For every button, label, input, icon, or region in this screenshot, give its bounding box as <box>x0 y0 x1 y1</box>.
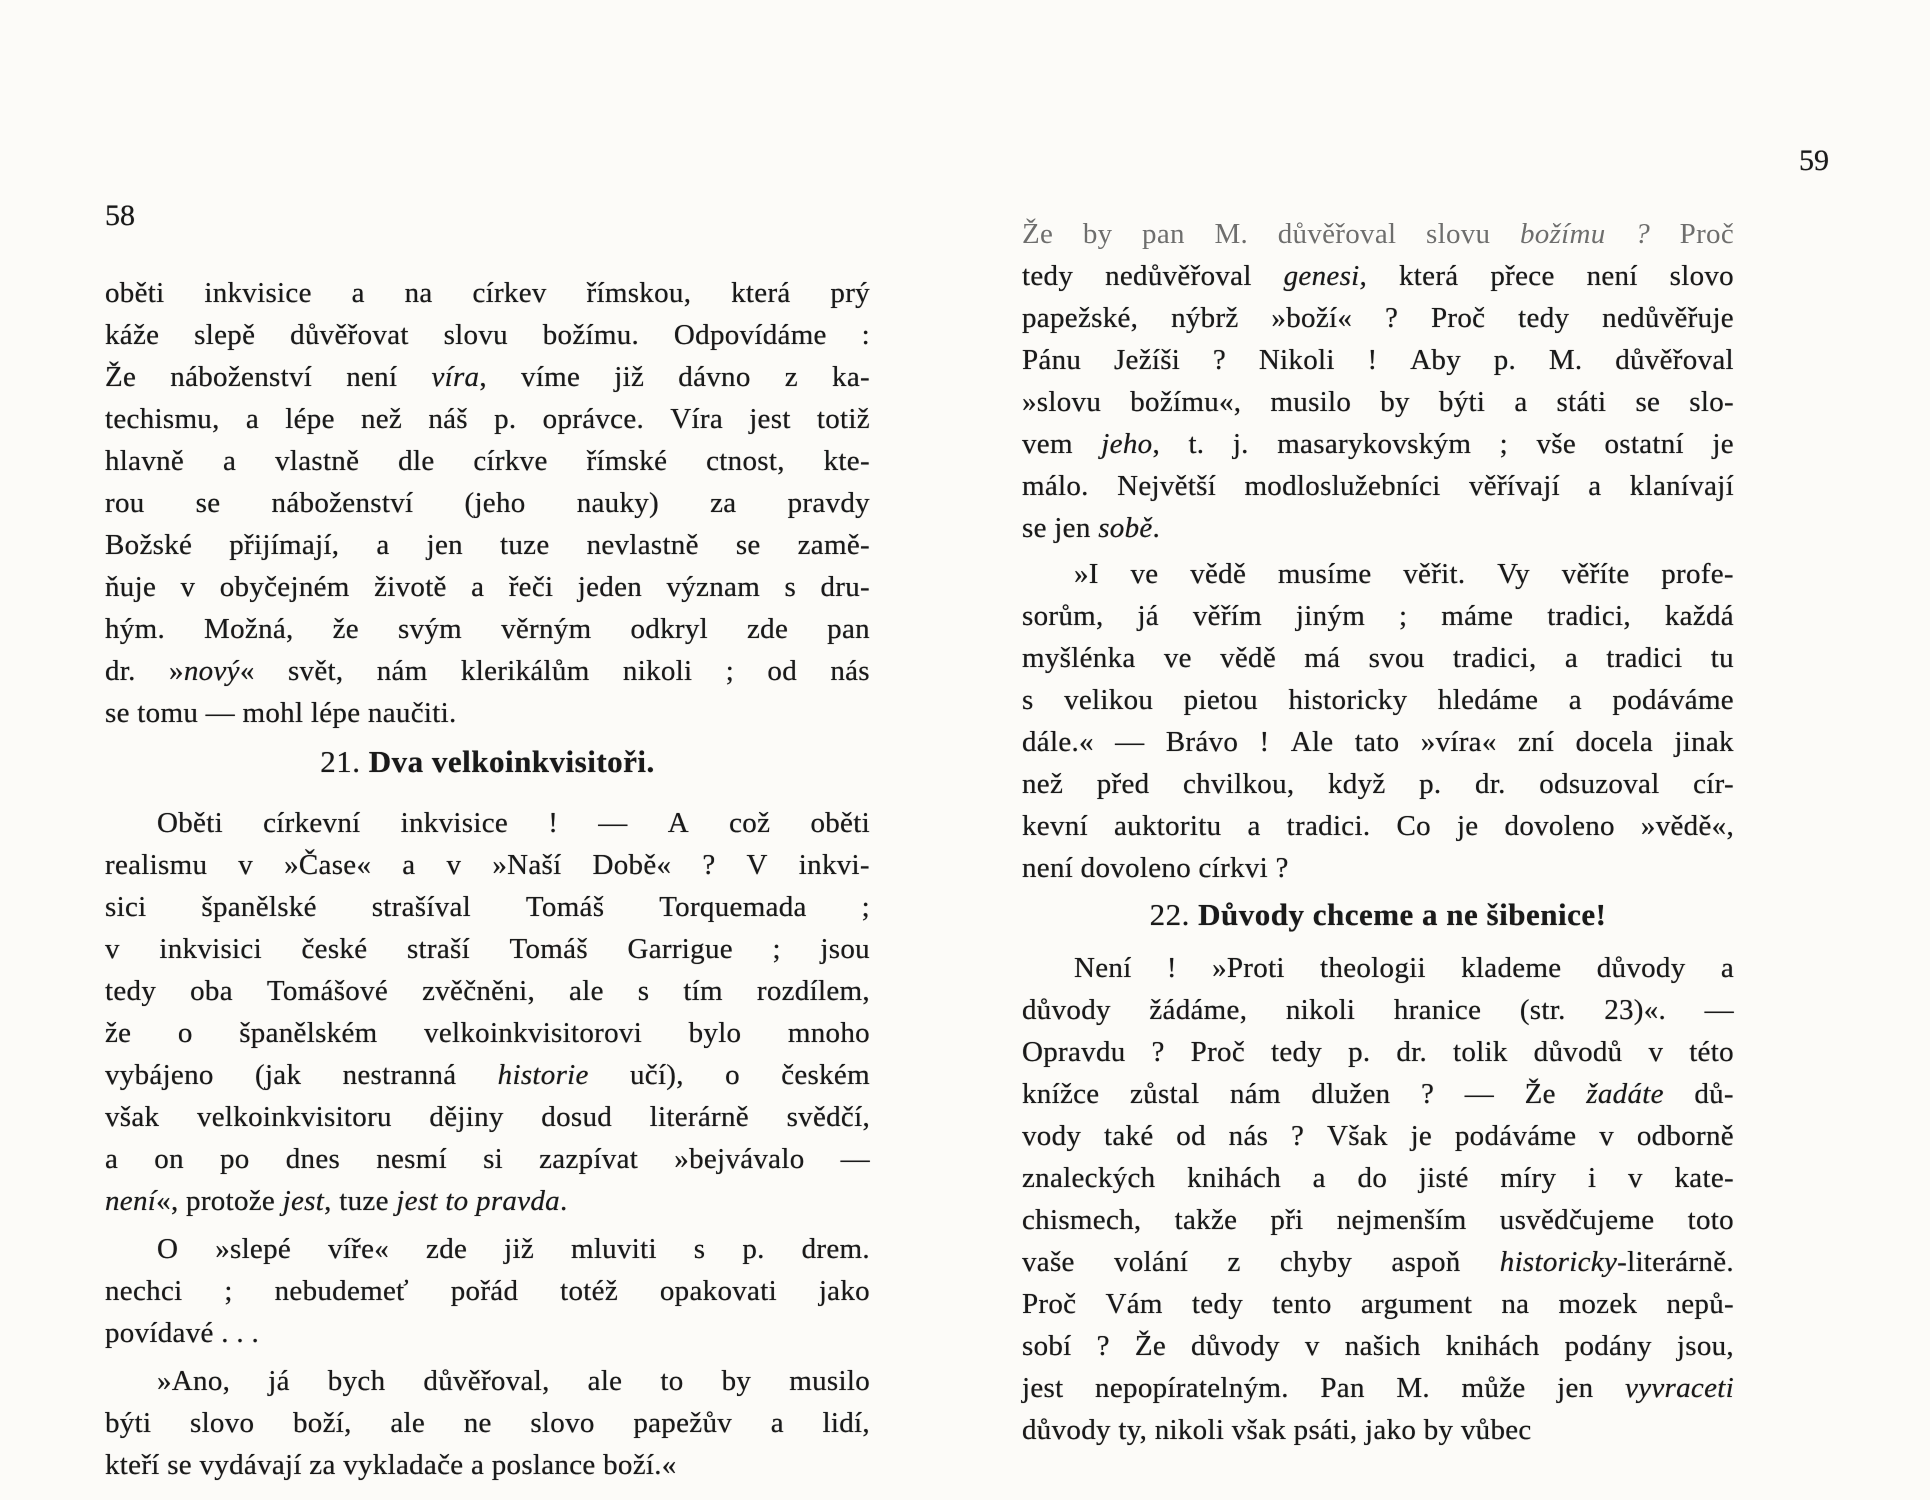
text-line: techismu, a lépe než náš p. oprávce. Víra jest totiž <box>105 403 870 435</box>
text-line: vaše volání z chyby aspoň historicky-literárně. <box>1022 1246 1734 1278</box>
text-line: »I ve vědě musíme věřit. Vy věříte profe- <box>1074 558 1734 590</box>
text-line: myšlénka ve vědě má svou tradici, a tradici tu <box>1022 642 1734 674</box>
text-line: dále.« — Brávo ! Ale tato »víra« zní docela jinak <box>1022 726 1734 758</box>
section-heading <box>1022 893 1734 937</box>
paragraph <box>105 272 870 734</box>
text-line: Opravdu ? Proč tedy p. dr. tolik důvodů v této <box>1022 1036 1734 1068</box>
text-line: důvody žádáme, nikoli hranice (str. 23)«. — <box>1022 994 1734 1026</box>
text-line: tedy oba Tomášové zvěčněni, ale s tím rozdílem, <box>105 975 870 1007</box>
text-line: vody také od nás ? Však je podáváme v odborně <box>1022 1120 1734 1152</box>
text-line: chismech, takže při nejmenším usvědčujeme toto <box>1022 1204 1734 1236</box>
section-number: 22. <box>1149 897 1199 932</box>
text-line: se jen sobě. <box>1022 512 1161 544</box>
paragraph <box>105 1228 870 1354</box>
text-line: v inkvisici české straší Tomáš Garrigue ; jsou <box>105 933 870 965</box>
paragraph <box>105 1360 870 1486</box>
text-line: sici španělské strašíval Tomáš Torquemada ; <box>105 891 870 923</box>
paragraph <box>1022 947 1734 1451</box>
page-number: 59 <box>1799 144 1829 177</box>
text-line: důvody ty, nikoli však psáti, jako by vůbec <box>1022 1414 1532 1446</box>
text-line: Oběti církevní inkvisice ! — A což oběti <box>157 807 870 839</box>
text-line: není dovoleno církvi ? <box>1022 852 1289 884</box>
text-line: papežské, nýbrž »boží« ? Proč tedy nedůvěřuje <box>1022 302 1734 334</box>
section-title: Dva velkoinkvisitoři. <box>368 744 655 779</box>
text-line: málo. Největší modloslužebníci věřívají a klanívají <box>1022 470 1734 502</box>
text-line: Že by pan M. důvěřoval slovu božímu ? Proč <box>1022 218 1734 250</box>
text-line: knížce zůstal nám dlužen ? — Že žadáte dů- <box>1022 1078 1734 1110</box>
section-heading <box>105 740 870 784</box>
text-line: než před chvilkou, když p. dr. odsuzoval cír- <box>1022 768 1734 800</box>
text-line: Pánu Ježíši ? Nikoli ! Aby p. M. důvěřoval <box>1022 344 1734 376</box>
text-line: nechci ; nebudemeť pořád totéž opakovati jako <box>105 1275 870 1307</box>
text-line: a on po dnes nesmí si zazpívat »bejvávalo — <box>105 1143 870 1175</box>
text-line: vem jeho, t. j. masarykovským ; vše ostatní je <box>1022 428 1734 460</box>
text-line: Že náboženství není víra, víme již dávno z ka- <box>105 361 870 393</box>
text-line: »slovu božímu«, musilo by býti a státi se slo- <box>1022 386 1734 418</box>
text-line: Božské přijímají, a jen tuze nevlastně se zamě- <box>105 529 870 561</box>
section-title: Důvody chceme a ne šibenice! <box>1198 897 1607 932</box>
text-line: býti slovo boží, ale ne slovo papežův a lidí, <box>105 1407 870 1439</box>
text-line: hlavně a vlastně dle církve římské ctnost, kte- <box>105 445 870 477</box>
text-line: realismu v »Čase« a v »Naší Době« ? V inkvi- <box>105 849 870 881</box>
text-line: sorům, já věřím jiným ; máme tradici, každá <box>1022 600 1734 632</box>
page-body <box>105 272 870 1486</box>
text-line: oběti inkvisice a na církev římskou, která prý <box>105 277 870 309</box>
text-line: kteří se vydávají za vykladače a poslance boží.« <box>105 1449 677 1481</box>
paragraph <box>1022 553 1734 889</box>
text-line: rou se náboženství (jeho nauky) za pravdy <box>105 487 870 519</box>
text-line: tedy nedůvěřoval genesi, která přece není slovo <box>1022 260 1734 292</box>
book-page-right <box>1022 140 1829 1451</box>
text-line: sobí ? Že důvody v našich knihách podány jsou, <box>1022 1330 1734 1362</box>
text-line: »Ano, já bych důvěřoval, ale to by musilo <box>157 1365 870 1397</box>
text-line: povídavé . . . <box>105 1317 260 1349</box>
text-line: s velikou pietou historicky hledáme a podáváme <box>1022 684 1734 716</box>
text-line: Proč Vám tedy tento argument na mozek nepů- <box>1022 1288 1734 1320</box>
section-number: 21. <box>320 744 369 779</box>
text-line: však velkoinkvisitoru dějiny dosud literárně svědčí, <box>105 1101 870 1133</box>
text-line: káže slepě důvěřovat slovu božímu. Odpovídáme : <box>105 319 870 351</box>
book-page-left <box>105 195 870 1486</box>
paragraph <box>105 802 870 1222</box>
text-line: jest nepopíratelným. Pan M. může jen vyvraceti <box>1022 1372 1734 1404</box>
page-body <box>1022 213 1734 1451</box>
page-number: 58 <box>105 199 135 232</box>
text-line: hým. Možná, že svým věrným odkryl zde pan <box>105 613 870 645</box>
text-line: že o španělském velkoinkvisitorovi bylo mnoho <box>105 1017 870 1049</box>
text-line: se tomu — mohl lépe naučiti. <box>105 697 457 729</box>
text-line: vybájeno (jak nestranná historie učí), o českém <box>105 1059 870 1091</box>
text-line: znaleckých knihách a do jisté míry i v kate- <box>1022 1162 1734 1194</box>
text-line: O »slepé víře« zde již mluviti s p. drem. <box>157 1233 870 1265</box>
text-line: dr. »nový« svět, nám klerikálům nikoli ; od nás <box>105 655 870 687</box>
text-line: kevní auktoritu a tradici. Co je dovoleno »vědě«, <box>1022 810 1734 842</box>
paragraph <box>1022 213 1734 549</box>
text-line: Není ! »Proti theologii klademe důvody a <box>1074 952 1734 984</box>
text-line: není«, protože jest, tuze jest to pravda. <box>105 1185 568 1217</box>
text-line: ňuje v obyčejném životě a řeči jeden význam s dru- <box>105 571 870 603</box>
